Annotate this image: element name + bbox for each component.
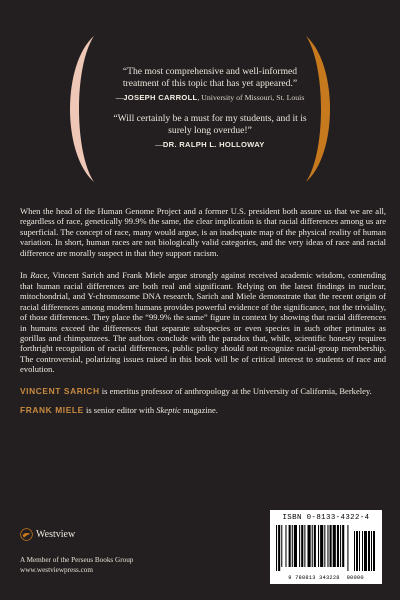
barcode-bar	[340, 525, 341, 567]
barcode-bar	[337, 525, 339, 567]
ean-number: 9 780813 343228	[288, 575, 340, 581]
paragraph-2-prefix: In	[20, 270, 31, 281]
barcode-bar	[324, 525, 325, 567]
author-bio-sarich	[20, 386, 386, 396]
author-bio-miele	[20, 405, 386, 415]
description-paragraph-2	[20, 270, 386, 375]
barcode-bars	[276, 525, 376, 571]
author-bio-sarich-text: is emeritus professor of anthropology at the University of California, Berkeley.	[99, 385, 372, 396]
description-paragraph-1: When the head of the Human Genome Project and a former U.S. president both assure us that we are all, regardless of race, genetically 99.9% the same, the clear implication is that racial differences among us are superficial. The concept of race, many would argue, is an inadequate map of the physical reality of human variation. In short, human races are not biologically valid categories, and the very ideas of race and racial difference are morally suspect in that they support racism.	[20, 206, 386, 258]
addon-number: 90000	[346, 575, 364, 581]
barcode-addon-bar	[359, 531, 360, 571]
quote-1-name: JOSEPH CARROLL	[123, 93, 198, 102]
barcode-bar	[327, 525, 328, 567]
barcode-bar	[320, 525, 323, 567]
quote-1-attribution: —JOSEPH CARROLL, University of Missouri, St. Louis	[115, 93, 305, 102]
barcode-addon-bar	[362, 531, 363, 571]
barcode-bar	[347, 525, 348, 571]
barcode-bar	[289, 525, 291, 567]
publisher-block	[20, 528, 200, 575]
barcode-addon-bar	[364, 531, 367, 571]
author-name-miele: FRANK MIELE	[20, 405, 84, 416]
barcode-bar	[318, 525, 319, 567]
barcode-addon-bar	[373, 531, 375, 571]
barcode-bar	[312, 525, 313, 567]
quote-2-text: “Will certainly be a must for my students, and it is surely long overdue!”	[113, 113, 307, 136]
book-title: Race	[30, 270, 48, 281]
barcode-bar	[292, 525, 293, 567]
ean-digits	[270, 575, 382, 581]
barcode-bar	[342, 525, 344, 567]
publisher-name: Westview	[36, 529, 76, 540]
publisher-logo	[20, 528, 200, 541]
quote-1-text: “The most comprehensive and well-informed treatment of this topic that has yet appeared.”	[122, 66, 298, 89]
isbn-label: ISBN 0-8133-4322-4	[282, 514, 370, 522]
barcode-bar	[278, 525, 280, 571]
quote-2-attribution: —DR. RALPH L. HOLLOWAY	[155, 140, 265, 149]
barcode-bar	[294, 525, 297, 567]
quote-1-institution: University of Missouri, St. Louis	[201, 93, 305, 102]
barcode-bar	[308, 525, 311, 567]
left-parenthesis-shape	[70, 36, 94, 182]
quote-2-name: DR. RALPH L. HOLLOWAY	[162, 140, 265, 149]
barcode-bar	[301, 525, 303, 567]
barcode-bar	[281, 525, 282, 567]
publisher-url: www.westviewpress.com	[20, 566, 93, 574]
barcode-bar	[304, 525, 305, 567]
endorsement-quotes	[110, 66, 310, 150]
paragraph-2-body: , Vincent Sarich and Frank Miele argue strongly against received academic wisdom, contending that human racial differences are both real and significant. Relying on the latest findings in nuclear, mitochondrial, and Y-chromosome DNA research, Sarich and Miele demonstrate that the recent origin of racial differences among modern humans provides powerful evidence of the significance, not the triviality, of those differences. They place the “99.9% the same” figure in context by showing that racial differences in humans exceed the differences that separate subspecies or even species in such other primates as gorillas and chimpanzees. The authors conclude with the paradox that, while, scientific honesty requires forthright recognition of racial differences, public policy should not recognize racial-group membership. The controversial, polarizing issues raised in this book will be of critical interest to students of race and evolution.	[20, 270, 386, 375]
barcode-bar	[314, 525, 316, 567]
barcode-bar	[285, 525, 286, 567]
author-bio-miele-text: is senior editor with	[83, 405, 157, 416]
isbn-barcode	[270, 510, 382, 584]
westview-bird-icon	[20, 528, 33, 541]
publisher-member-line: A Member of the Perseus Books Group	[20, 556, 134, 564]
barcode-bar	[330, 525, 332, 567]
barcode-addon-bar	[356, 531, 358, 571]
quote-panel	[0, 0, 400, 200]
barcode-bar	[333, 525, 336, 567]
book-description	[20, 206, 386, 424]
magazine-title: Skeptic	[156, 405, 181, 416]
author-bio-miele-end: magazine.	[180, 405, 218, 416]
barcode-addon-bar	[371, 531, 372, 571]
barcode-bar	[276, 525, 277, 571]
barcode-addon-bar	[354, 531, 355, 571]
author-name-sarich: VINCENT SARICH	[20, 385, 100, 396]
left-parenthesis-ornament	[60, 34, 100, 184]
barcode-bar	[299, 525, 300, 567]
barcode-addon-bar	[368, 531, 370, 571]
